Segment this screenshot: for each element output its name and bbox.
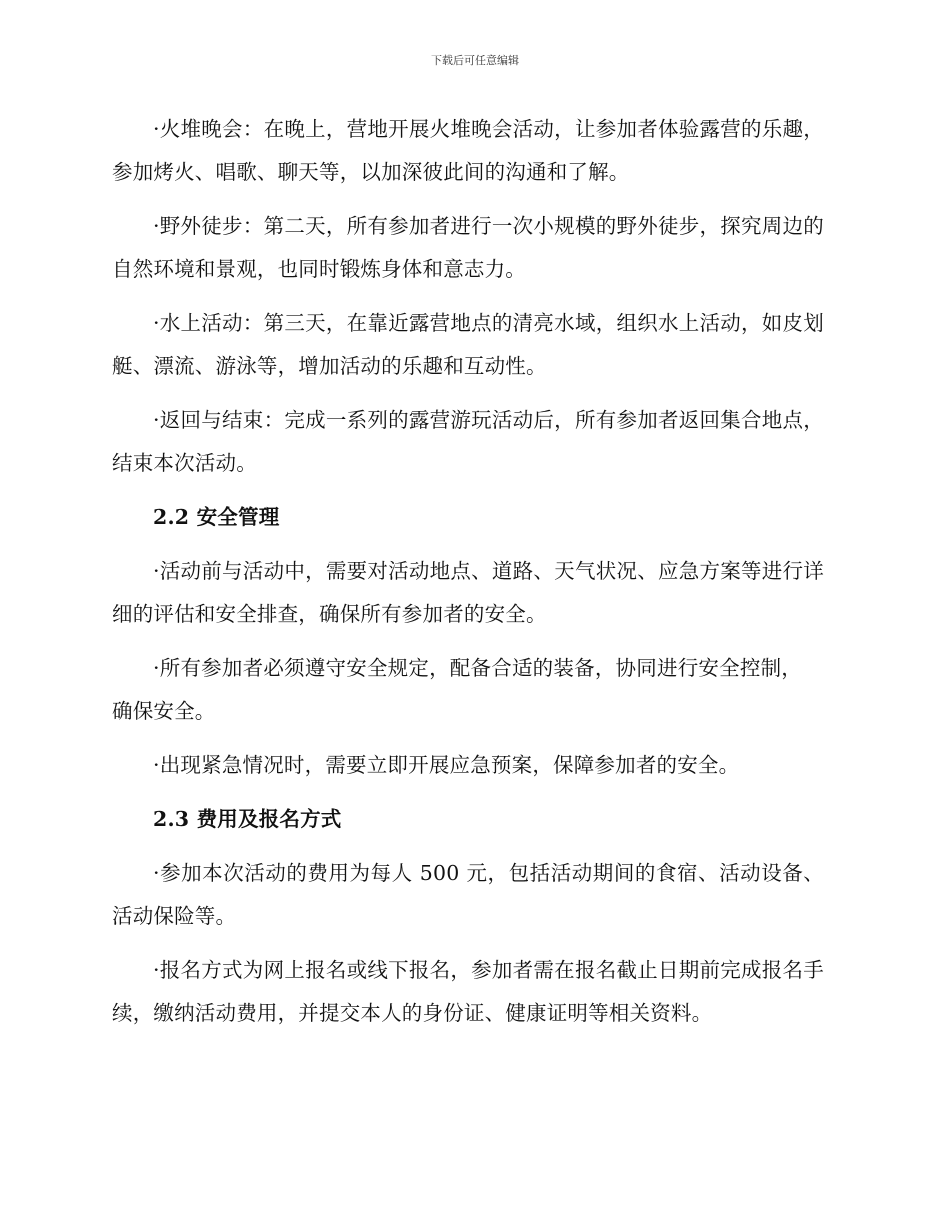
paragraph-hiking: ·野外徒步：第二天，所有参加者进行一次小规模的野外徒步，探究周边的自然环境和景观，也同时锻炼身体和意志力。 <box>112 214 824 281</box>
heading-fees-registration: 2.3 费用及报名方式 <box>153 807 342 831</box>
paragraph-safety-rules: ·所有参加者必须遵守安全规定，配备合适的装备，协同进行安全控制，确保安全。 <box>112 656 802 723</box>
paragraph-fees: ·参加本次活动的费用为每人 500 元，包括活动期间的食宿、活动设备、活动保险等。 <box>112 861 824 928</box>
paragraph-water-activities: ·水上活动：第三天，在靠近露营地点的清亮水域，组织水上活动，如皮划艇、漂流、游泳等，增加活动的乐趣和互动性。 <box>112 311 824 378</box>
paragraph-emergency: ·出现紧急情况时，需要立即开展应急预案，保障参加者的安全。 <box>153 753 740 777</box>
paragraph-return: ·返回与结束：完成一系列的露营游玩活动后，所有参加者返回集合地点，结束本次活动。 <box>112 408 824 475</box>
document-body <box>112 108 824 1046</box>
paragraph-safety-assessment: ·活动前与活动中，需要对活动地点、道路、天气状况、应急方案等进行详细的评估和安全排查，确保所有参加者的安全。 <box>112 559 824 626</box>
paragraph-bonfire: ·火堆晚会：在晚上，营地开展火堆晚会活动，让参加者体验露营的乐趣，参加烤火、唱歌、聊天等，以加深彼此间的沟通和了解。 <box>112 117 824 184</box>
paragraph-registration: ·报名方式为网上报名或线下报名，参加者需在报名截止日期前完成报名手续，缴纳活动费用，并提交本人的身份证、健康证明等相关资料。 <box>112 958 824 1025</box>
heading-safety-management: 2.2 安全管理 <box>153 505 280 529</box>
page-header: 下载后可任意编辑 <box>431 54 519 67</box>
